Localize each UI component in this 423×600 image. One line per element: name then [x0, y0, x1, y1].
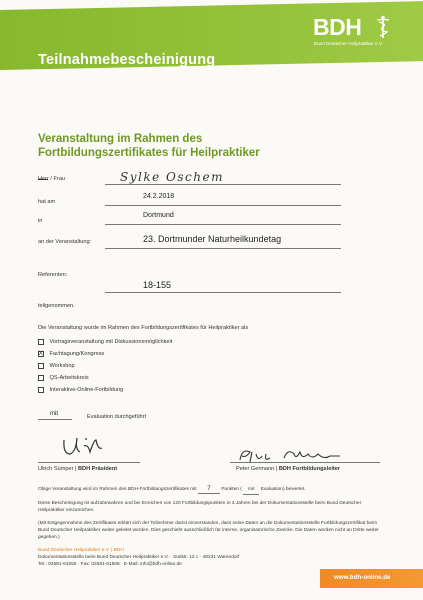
option-congress-label: Fachtagung/Kongress: [49, 351, 105, 357]
speakers-label: Referenten:: [38, 272, 68, 278]
checkbox-qs-circle[interactable]: [38, 375, 44, 381]
event-type-intro: Die Veranstaltung wurde im Rahmen des Fortbildungszertifikates für Heilpraktiker als: [38, 325, 249, 331]
signatory-right: [236, 466, 340, 472]
points-value: 7: [198, 486, 220, 494]
checkbox-workshop[interactable]: [38, 363, 44, 369]
date-line: [105, 205, 341, 206]
points-text-before: Obige Veranstaltung wird im Rahmen des BDH-Fortbildungszertifikates mit: [38, 487, 197, 492]
signature-education-lead: [236, 446, 346, 468]
headline-line-2: Fortbildungszertifikates für Heilpraktiker: [38, 147, 260, 159]
points-statement: [38, 486, 383, 495]
contact-address: Dokumentationsstelle beim Bund Deutscher Heilpraktiker e.V. · Südstr. 12 c · 48231 Warendorf: [38, 555, 240, 560]
signature-president: [60, 434, 108, 462]
event-label: an der Veranstaltung:: [38, 239, 92, 245]
signatory-left-name: Ulrich Sümper |: [38, 466, 78, 472]
date-value: 24.2.2018: [143, 193, 175, 200]
speakers-line: [105, 292, 341, 293]
evaluation-value: mit: [50, 411, 58, 417]
certificate-title: Teilnahmebescheinigung: [38, 52, 216, 68]
signatory-left: [38, 466, 117, 472]
date-label: hat am: [38, 199, 56, 205]
option-congress[interactable]: [38, 350, 104, 358]
name-value: Sylke Oschem: [120, 170, 224, 184]
privacy-note: (Mit Entgegennahme des Zertifikates erklärt sich der Teilnehmer damit einverstanden, dass seine Daten an die Dokumentationsstelle Fortbildungszertifikat beim Bund Deutscher Heilpraktiker weiter geleitet werden. Dies geschieht ausschließlich für interne, organisatorische Zwecke. Die Daten werden nicht an Dritte weiter gegeben.): [38, 521, 379, 540]
option-online-label: Interaktive-Online-Fortbildung: [49, 387, 124, 393]
checkbox-online[interactable]: [38, 387, 44, 393]
signature-line-right: [230, 462, 380, 463]
website-link[interactable]: www.bdh-online.de: [334, 574, 391, 581]
option-qs-circle[interactable]: [38, 374, 89, 382]
contact-org: Bund Deutscher Heilpraktiker e.V. | BDH: [38, 548, 124, 553]
contact-phone: Tel.: 02581-61550 · Fax: 02581-61508 · E-Mail: info@bdh-online.de: [38, 562, 182, 567]
signature-line-left: [38, 462, 140, 463]
headline-line-1: Veranstaltung im Rahmen des: [38, 133, 203, 145]
salutation-label: [38, 176, 65, 182]
option-qs-circle-label: QS-Arbeitskreis: [49, 375, 89, 381]
bdh-logo: [313, 14, 403, 50]
logo-text: BDH: [313, 14, 362, 40]
evaluation-label: Evaluation durchgeführt: [87, 414, 147, 420]
signatory-left-title: BDH Präsident: [78, 466, 118, 472]
option-workshop[interactable]: [38, 362, 75, 370]
evaluation-line: [38, 419, 72, 420]
event-value: 23. Dortmunder Naturheilkundetag: [143, 234, 282, 244]
option-workshop-label: Workshop: [49, 363, 75, 369]
place-value: Dortmund: [143, 212, 174, 219]
signatory-right-title: BDH Fortbildungsleiter: [278, 466, 341, 472]
checkbox-lecture[interactable]: [38, 339, 44, 345]
name-line: [105, 184, 341, 185]
headline: [38, 132, 358, 160]
signatory-right-name: Peter Germann |: [236, 466, 279, 472]
salutation-text: Herr / Frau: [38, 176, 66, 182]
place-line: [105, 224, 341, 225]
checkbox-congress[interactable]: [38, 351, 44, 357]
option-online[interactable]: [38, 386, 123, 394]
place-label: in: [38, 218, 43, 224]
points-text-after: Evaluation) bewertet.: [260, 487, 306, 492]
participated-label: teilgenommen.: [38, 303, 75, 309]
strike-mark: [38, 179, 48, 180]
keep-note: Diese Bescheinigung ist aufzubewahren und bei Erreichen von 120 Fortbildungspunkten in 3 Jahren bei der Dokumentationsstelle beim Bund Deutscher Heilpraktiker einzureichen.: [38, 501, 362, 513]
speakers-value: 18-155: [143, 280, 172, 290]
caduceus-icon: [374, 15, 392, 39]
option-lecture-label: Vortragsveranstaltung mit Diskussionsmöglichkeit: [49, 339, 173, 345]
points-text-middle: Punkten (: [221, 487, 242, 492]
event-line: [105, 248, 341, 249]
check-x-mark: X: [38, 350, 43, 358]
option-lecture[interactable]: [38, 338, 172, 346]
logo-subtitle: Bund Deutscher Heilpraktiker e.V.: [314, 41, 383, 46]
points-eval-value: mit: [243, 487, 259, 495]
